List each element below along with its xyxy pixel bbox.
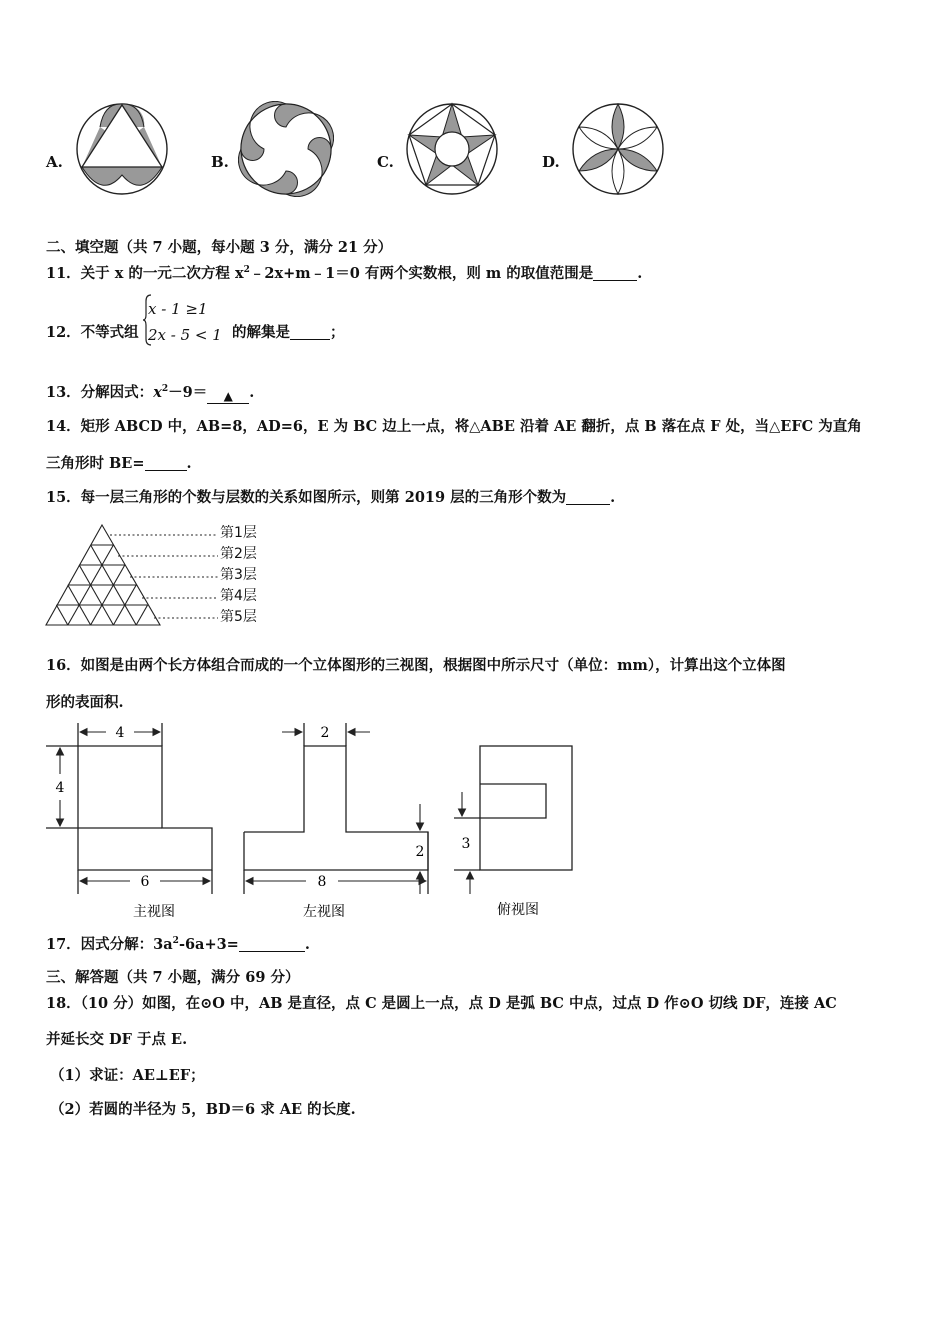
q17-text-pre: 17．因式分解：3a [46,936,173,953]
q17-answer-blank[interactable] [239,937,305,952]
question-18-part-2: （2）若圆的半径为 5，BD＝6 求 AE 的长度. [50,1101,356,1118]
question-16-line-1: 16．如图是由两个长方体组合而成的一个立体图形的三视图，根据图中所示尺寸（单位：mm），计算出这个立体图 [46,657,786,674]
q12-answer-blank[interactable] [290,325,330,340]
q14-text: 三角形时 BE= [46,455,145,472]
section-3-title: 三、解答题（共 7 小题，满分 69 分） [46,969,300,986]
q12-text-post: 的解集是 [232,324,290,341]
three-views-figure [44,718,584,926]
q11-text-pre: 11．关于 x 的一元二次方程 x [46,265,244,282]
q15-end: . [610,489,616,506]
front-bottom-width: 6 [140,874,150,890]
front-top-height: 4 [55,780,65,796]
option-b-label: B. [211,153,229,171]
q11-text-post: ﹣2x+m﹣1＝0 有两个实数根，则 m 的取值范围是 [249,265,594,282]
question-15 [46,486,615,507]
section-2-title: 二、填空题（共 7 小题，每小题 3 分，满分 21 分） [46,239,393,256]
q13-label: 13．分解因式： [46,384,154,401]
q17-end: . [304,936,310,953]
q14-answer-blank[interactable] [145,456,187,471]
question-18-line-2: 并延长交 DF 于点 E. [46,1031,188,1048]
side-bottom-height: 2 [415,844,425,860]
layer-label: 第3层 [220,567,257,583]
question-14-line-1: 14．矩形 ABCD 中，AB=8，AD=6，E 为 BC 边上一点，将△ABE 沿着 AE 翻折，点 B 落在点 F 处，当△EFC 为直角 [46,418,862,435]
question-16-line-2: 形的表面积. [46,694,124,711]
inequality-row-2: 2x - 5 < 1 [148,326,222,344]
q15-answer-blank[interactable] [566,490,610,505]
q15-text: 15．每一层三角形的个数与层数的关系如图所示，则第 2019 层的三角形个数为 [46,489,567,506]
option-a-label: A. [46,153,63,171]
q13-text-post: －9＝ [168,384,208,401]
question-11 [46,262,642,283]
question-18-line-1: 18．（10 分）如图，在⊙O 中，AB 是直径，点 C 是圆上一点，点 D 是弧 BC 中点，过点 D 作⊙O 切线 DF，连接 AC [46,995,837,1012]
q11-sup: 2 [243,265,250,276]
layer-label: 第1层 [220,525,257,541]
q13-var: x [153,384,162,401]
side-top-width: 2 [320,725,330,741]
question-13 [46,381,254,404]
inequality-row-1: x - 1 ≥1 [148,300,208,318]
side-view-caption: 左视图 [303,904,345,920]
question-18-part-1: （1）求证：AE⊥EF； [50,1067,205,1084]
triangle-marker-icon: ▲ [223,389,233,403]
front-top-width: 4 [115,725,125,741]
q17-text-post: -6a+3= [178,936,239,953]
q12-end: ； [330,324,345,341]
q13-sup: 2 [161,384,169,395]
q13-end: . [249,384,255,401]
option-c-label: C. [377,153,394,171]
layer-labels [220,523,257,628]
layer-label: 第2层 [220,546,257,562]
inequality-system [148,296,222,348]
option-c-figure-icon [404,101,500,197]
side-bottom-width: 8 [317,874,327,890]
layer-label: 第4层 [220,588,257,604]
q14-end: . [186,455,192,472]
option-d-figure-icon [570,101,666,197]
q17-sup: 2 [172,936,179,947]
top-view-caption: 俯视图 [497,902,539,918]
question-12-tail [232,321,345,342]
question-12-label: 12．不等式组 [46,324,139,341]
q13-answer-blank[interactable] [207,389,249,404]
option-d-label: D. [542,153,560,171]
question-14-line-2 [46,452,192,473]
layer-label: 第5层 [220,609,257,625]
top-view-height: 3 [461,836,471,852]
question-17 [46,933,310,954]
option-a-figure-icon [74,101,170,197]
option-b-figure-icon [238,101,334,197]
q11-end: . [637,265,643,282]
q11-answer-blank[interactable] [593,266,637,281]
front-view-caption: 主视图 [133,904,175,920]
